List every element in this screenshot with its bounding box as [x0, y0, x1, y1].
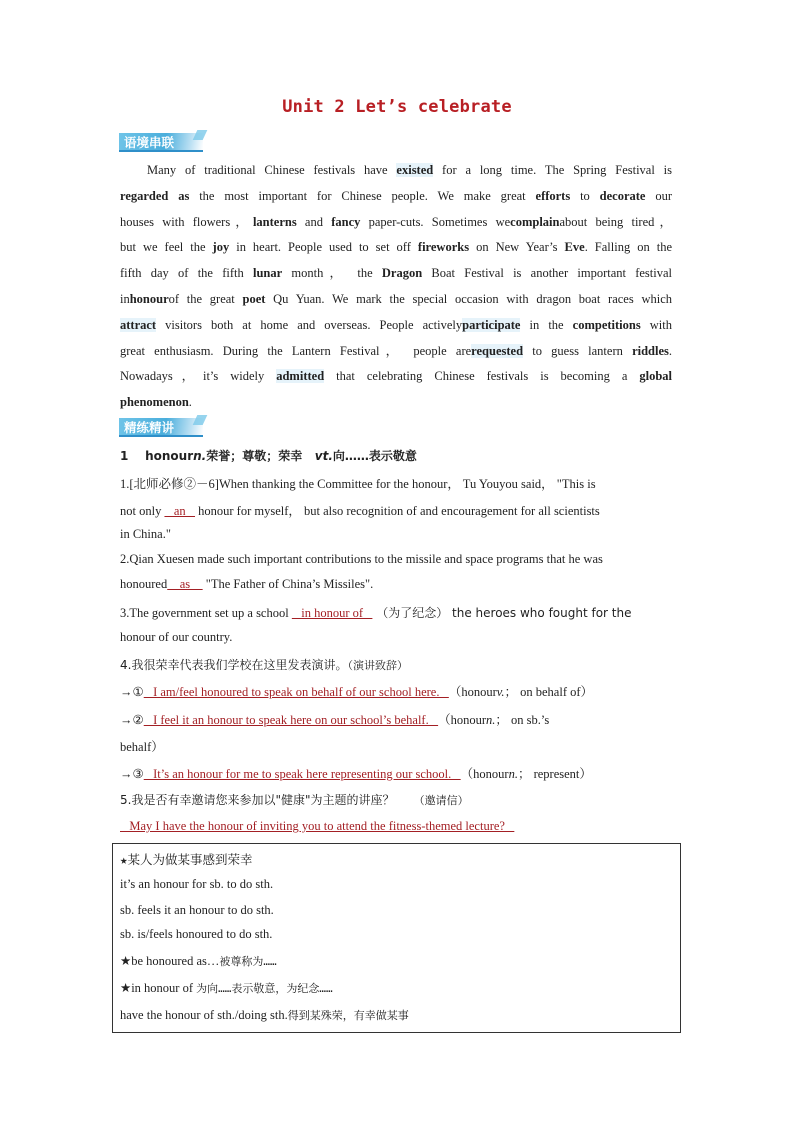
usage-summary-box: [112, 843, 681, 1033]
exercise-4-answer-2-cont: behalf）: [120, 740, 164, 754]
section-tag-practice: 精练精讲: [119, 418, 203, 437]
usage-line: it’s an honour for sb. to do sth.: [120, 877, 274, 891]
passage-line: attract visitors both at home and overseas. People activelyparticipate in the competitions with: [120, 317, 672, 332]
usage-line: ★be honoured as…被尊称为……: [120, 954, 277, 968]
exercise-2-line: 2.Qian Xuesen made such important contributions to the missile and space programs that he was: [120, 552, 603, 566]
exercise-4-question: 4.我很荣幸代表我们学校在这里发表演讲。（演讲致辞）: [120, 658, 408, 672]
exercise-1-line: in China.": [120, 527, 171, 541]
passage-line: fifth day of the fifth lunar month， the Dragon Boat Festival is another important festival: [120, 266, 673, 281]
passage-line: regarded as the most important for Chinese people. We make great efforts to decorate our: [120, 188, 672, 203]
page-title: Unit 2 Let’s celebrate: [282, 97, 512, 117]
answer-blank: as: [167, 577, 203, 591]
answer-blank: in honour of: [291, 606, 373, 620]
exercise-5-question: 5.我是否有幸邀请您来参加以"健康"为主题的讲座？ （邀请信）: [120, 793, 469, 807]
answer-blank: May I have the honour of inviting you to attend the fitness-themed lecture?: [120, 819, 515, 833]
exercise-4-answer-2: →② I feel it an honour to speak here on our school’s behalf. （honourn.； on sb.’s: [120, 713, 550, 727]
exercise-4-answer-1: →① I am/feel honoured to speak on behalf of our school here. （honourv.； on behalf of）: [120, 685, 594, 699]
usage-line: ★in honour of 为向……表示敬意，为纪念……: [120, 981, 333, 995]
passage-line: but we feel the joy in heart. People used to set off fireworks on New Year’s Eve. Falling on the: [120, 240, 672, 255]
passage-line: inhonourof the great poet Qu Yuan. We mark the special occasion with dragon boat races which: [120, 291, 672, 306]
entry-heading: 1 honourn.荣誉；尊敬；荣幸 vt.向……表示敬意: [120, 449, 417, 463]
passage-line: great enthusiasm. During the Lantern Festival， people arerequested to guess lantern riddles.: [120, 343, 672, 358]
exercise-1-line: 1.[北师必修②－6]When thanking the Committee for the honour， Tu Youyou said， "This is: [120, 477, 596, 491]
passage-line: Many of traditional Chinese festivals have existed for a long time. The Spring Festival is: [147, 163, 672, 177]
passage-line: houses with flowers，lanterns and fancy paper-cuts. Sometimes wecomplainabout being tired，: [120, 214, 672, 229]
exercise-3-line: 3.The government set up a school in honour of （为了纪念） the heroes who fought for the: [120, 606, 632, 620]
answer-blank: I am/feel honoured to speak on behalf of our school here.: [143, 685, 449, 699]
usage-line: ★某人为做某事感到荣幸: [120, 852, 253, 867]
passage-line: Nowadays，it’s widely admitted that celebrating Chinese festivals is becoming a global: [120, 369, 672, 384]
exercise-4-answer-3: →③ It’s an honour for me to speak here representing our school. （honourn.； represent）: [120, 767, 592, 781]
exercise-3-line: honour of our country.: [120, 630, 233, 644]
exercise-2-line: honoured as "The Father of China’s Missiles".: [120, 577, 374, 591]
section-tag-context: 语境串联: [119, 133, 203, 152]
context-passage: [120, 158, 672, 416]
exercise-1-line: not only an honour for myself， but also recognition of and encouragement for all scientists: [120, 504, 600, 518]
answer-blank: an: [164, 504, 196, 518]
usage-line: sb. is/feels honoured to do sth.: [120, 927, 273, 941]
exercise-5-answer: [120, 819, 676, 834]
answer-blank: It’s an honour for me to speak here representing our school.: [143, 767, 461, 781]
usage-line: have the honour of sth./doing sth.得到某殊荣，有幸做某事: [120, 1008, 409, 1022]
usage-line: sb. feels it an honour to do sth.: [120, 903, 274, 917]
passage-line: phenomenon.: [120, 395, 192, 410]
answer-blank: I feel it an honour to speak here on our school’s behalf.: [143, 713, 439, 727]
